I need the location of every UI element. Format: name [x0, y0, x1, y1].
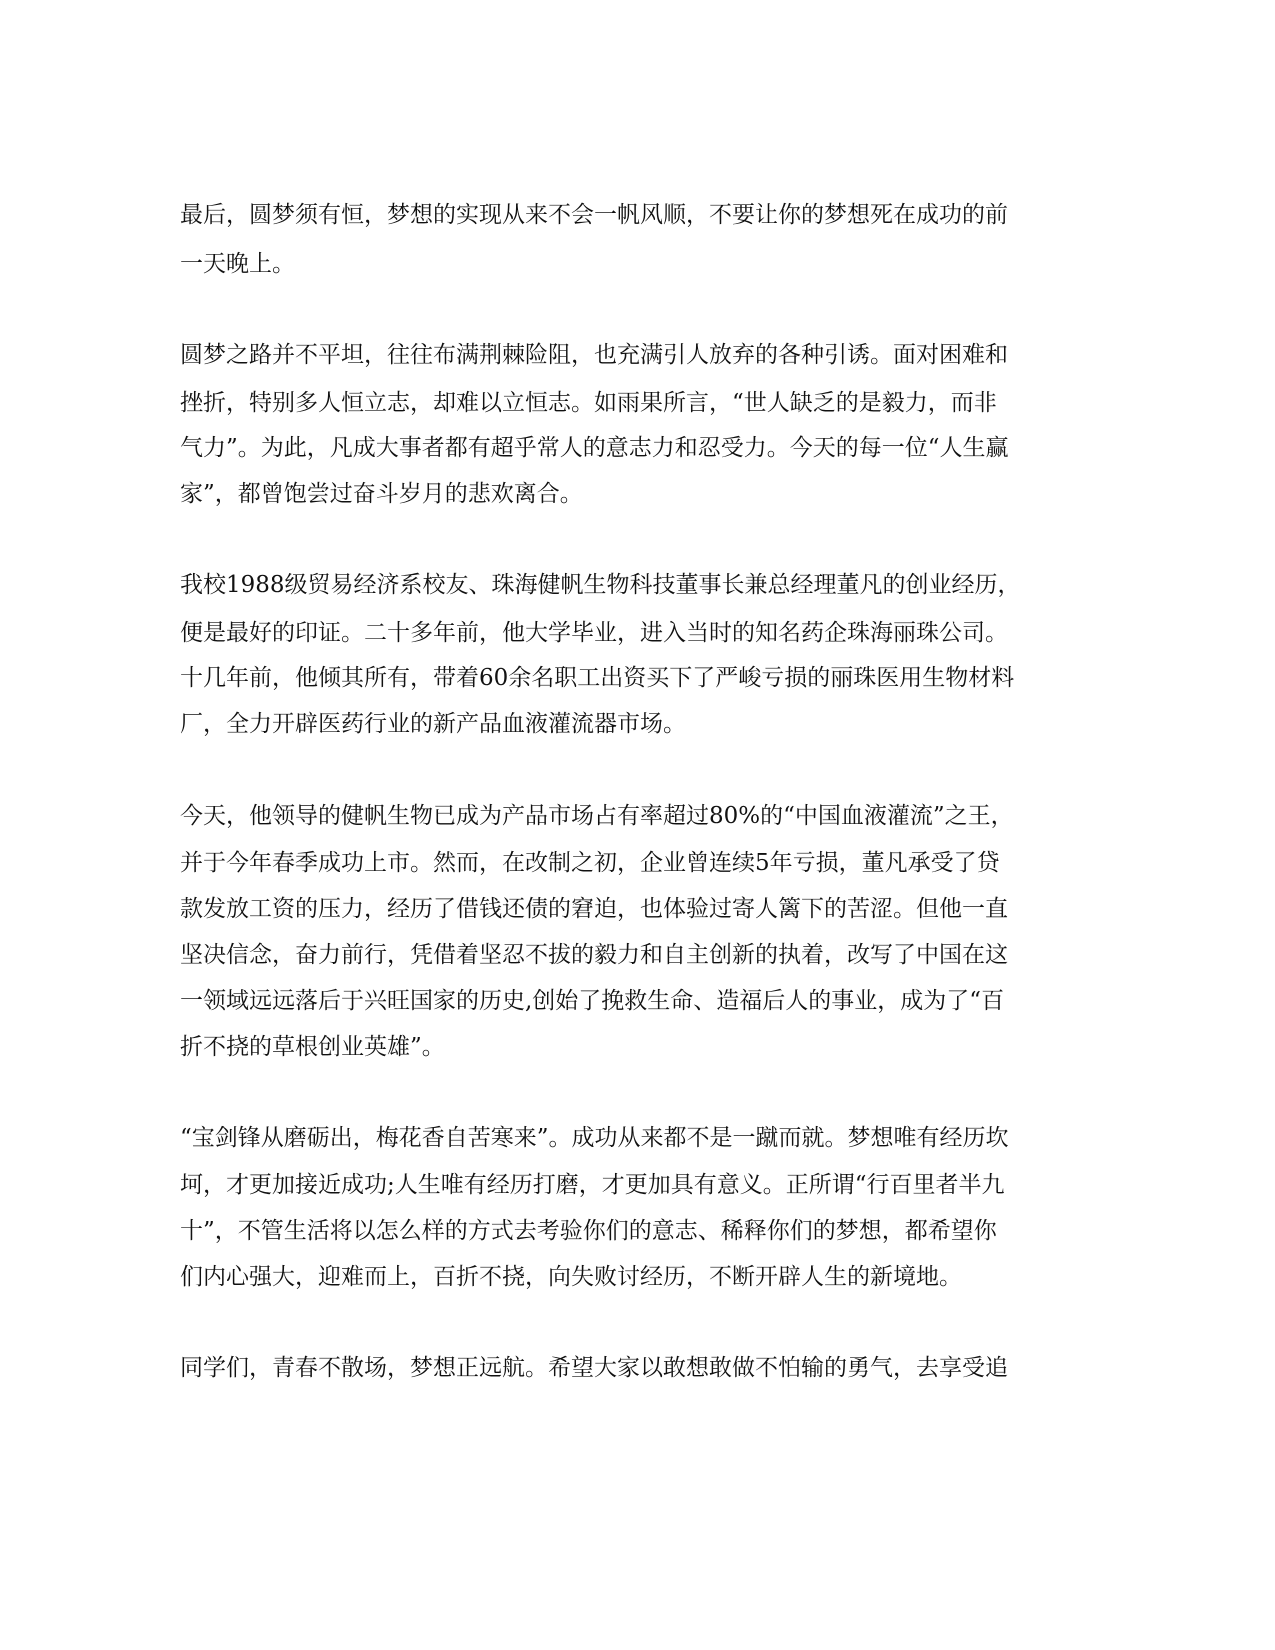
text-line: 圆梦之路并不平坦，往往布满荆棘险阻，也充满引人放弃的各种引诱。面对困难和: [180, 342, 1008, 368]
text-line: 我校1988级贸易经济系校友、珠海健帆生物科技董事长兼总经理董凡的创业经历，: [180, 572, 1021, 598]
text-line: 坚决信念，奋力前行，凭借着坚忍不拔的毅力和自主创新的执着，改写了中国在这: [180, 942, 1008, 968]
text-line: 最后，圆梦须有恒，梦想的实现从来不会一帆风顺，不要让你的梦想死在成功的前: [180, 202, 1008, 228]
text-line: 并于今年春季成功上市。然而，在改制之初，企业曾连续5年亏损，董凡承受了贷: [180, 850, 1000, 876]
text-line: 款发放工资的压力，经历了借钱还债的窘迫，也体验过寄人篱下的苦涩。但他一直: [180, 896, 1008, 922]
text-line: 十”，不管生活将以怎么样的方式去考验你们的意志、稀释你们的梦想，都希望你: [180, 1218, 997, 1244]
text-line: 们内心强大，迎难而上，百折不挠，向失败讨经历，不断开辟人生的新境地。: [180, 1264, 962, 1290]
text-line: “宝剑锋从磨砺出，梅花香自苦寒来”。成功从来都不是一蹴而就。梦想唯有经历坎: [180, 1125, 1009, 1151]
text-line: 折不挠的草根创业英雄”。: [180, 1034, 445, 1060]
text-line: 一领域远远落后于兴旺国家的历史,创始了挽救生命、造福后人的事业，成为了“百: [180, 988, 1005, 1014]
text-line: 家”，都曾饱尝过奋斗岁月的悲欢离合。: [180, 481, 583, 507]
text-line: 十几年前，他倾其所有，带着60余名职工出资买下了严峻亏损的丽珠医用生物材料: [180, 665, 1015, 691]
text-line: 挫折，特别多人恒立志，却难以立恒志。如雨果所言，“世人缺乏的是毅力，而非: [180, 390, 997, 416]
text-line: 气力”。为此，凡成大事者都有超乎常人的意志力和忍受力。今天的每一位“人生赢: [180, 435, 1009, 461]
text-line: 便是最好的印证。二十多年前，他大学毕业，进入当时的知名药企珠海丽珠公司。: [180, 620, 1008, 646]
text-line: 厂，全力开辟医药行业的新产品血液灌流器市场。: [180, 711, 686, 737]
text-line: 坷，才更加接近成功;人生唯有经历打磨，才更加具有意义。正所谓“行百里者半九: [180, 1172, 1005, 1198]
text-line: 同学们，青春不散场，梦想正远航。希望大家以敢想敢做不怕输的勇气，去享受追: [180, 1355, 1008, 1381]
text-line: 一天晚上。: [180, 251, 295, 277]
text-line: 今天，他领导的健帆生物已成为产品市场占有率超过80%的“中国血液灌流”之王，: [180, 803, 1014, 829]
